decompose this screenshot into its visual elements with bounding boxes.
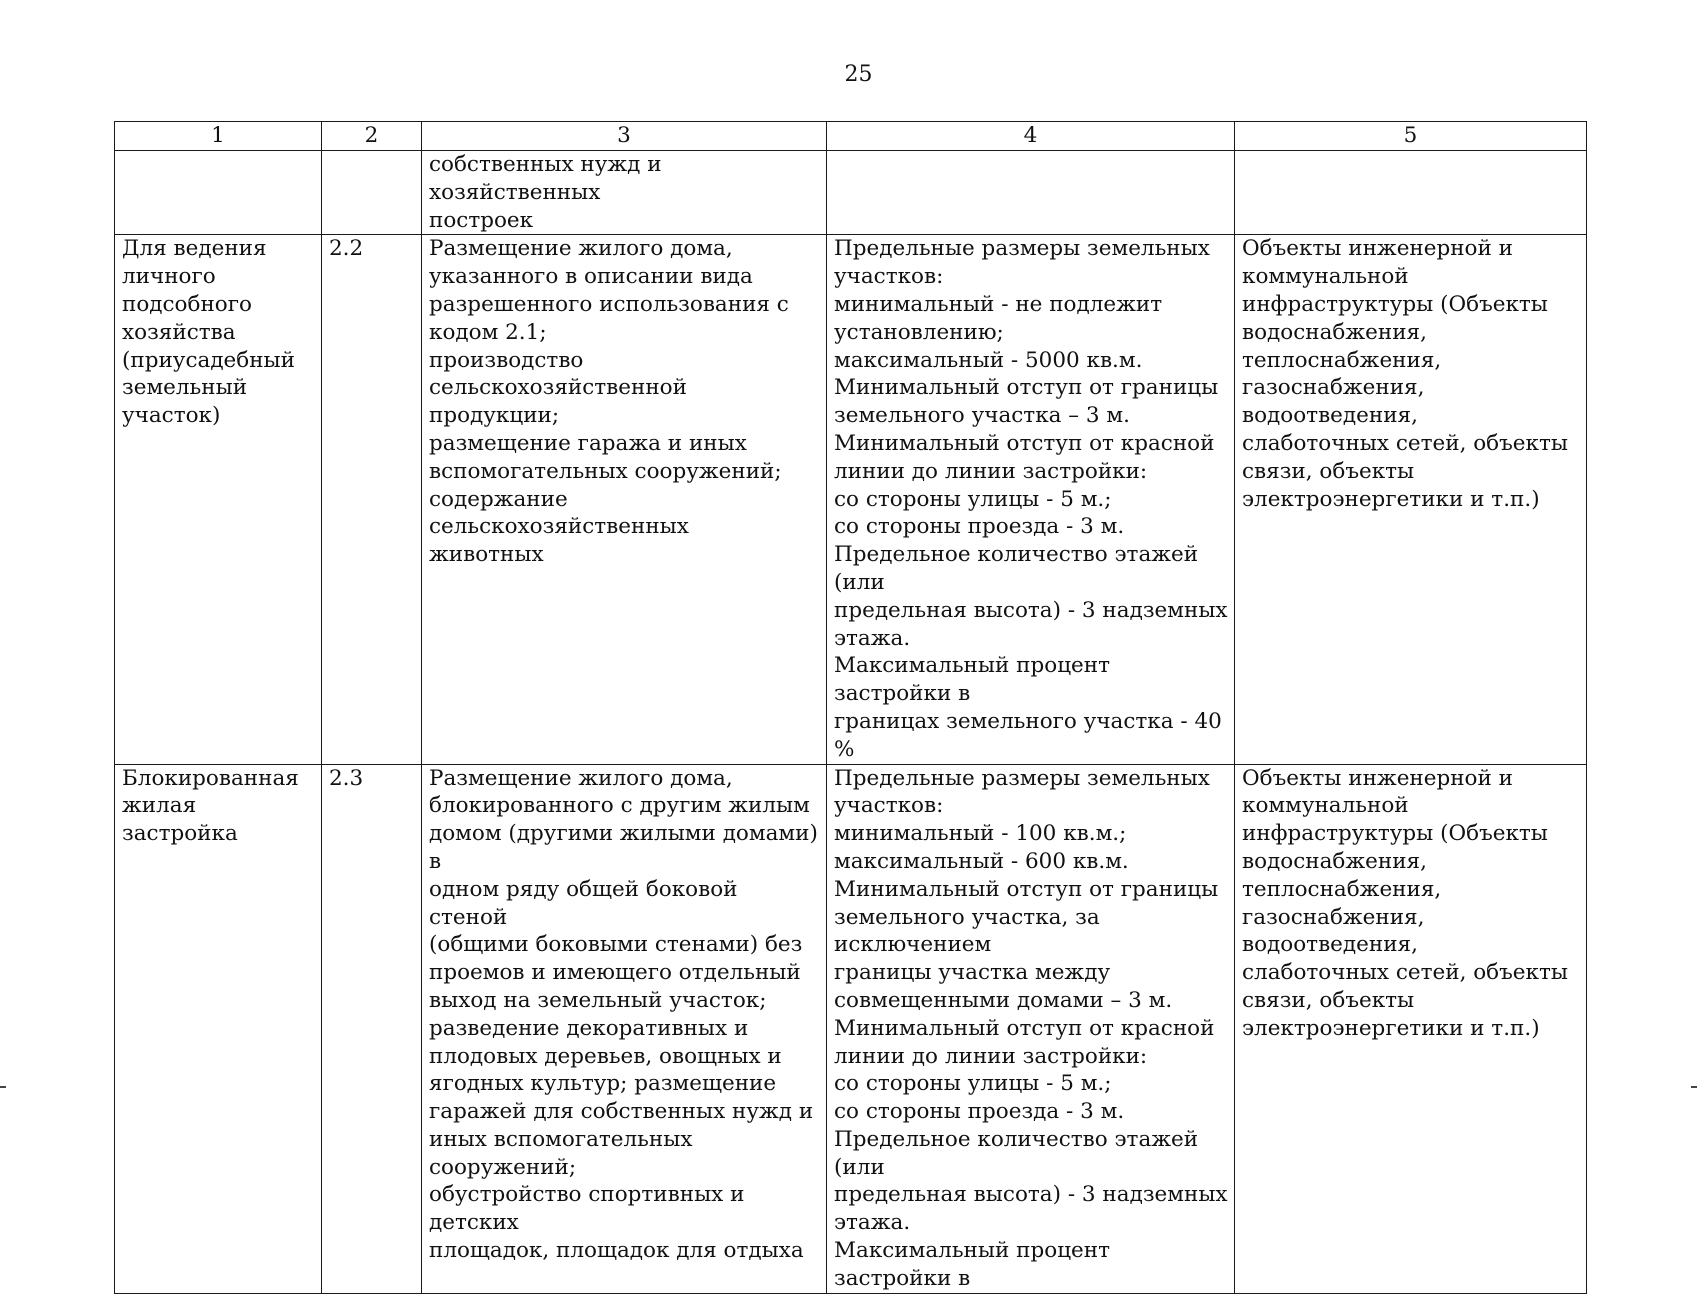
column-number-2: 2 (322, 122, 422, 151)
land-use-table (114, 121, 1587, 1294)
column-number-4: 4 (827, 122, 1235, 151)
cell-parameters (827, 151, 1235, 235)
cell-auxiliary: Объекты инженерной и коммунальной инфраструктуры (Объекты водоснабжения, теплоснабжения, газоснабжения, водоотведения, слаботочных сетей, объекты связи, объекты электроэнергетики и т.п.) (1235, 764, 1587, 1293)
cell-code: 2.3 (322, 764, 422, 1293)
column-number-1: 1 (115, 122, 322, 151)
table-row-continuation (115, 151, 1587, 235)
cell-description: Размещение жилого дома, указанного в описании вида разрешенного использования с кодом 2.1; производство сельскохозяйственной продукции; размещение гаража и иных вспомогательных сооружений; содержание сельскохозяйственных животных (422, 235, 827, 764)
cell-parameters: Предельные размеры земельных участков: минимальный - 100 кв.м.; максимальный - 600 кв.м. Минимальный отступ от границы земельного участка, за исключением границы участка между совмещенными домами – 3 м. Минимальный отступ от красной линии до линии застройки: со стороны улицы - 5 м.; со стороны проезда - 3 м. Предельное количество этажей (или предельная высота) - 3 надземных этажа. Максимальный процент застройки в (827, 764, 1235, 1293)
column-number-3: 3 (422, 122, 827, 151)
cell-auxiliary (1235, 151, 1587, 235)
scan-edge-mark-right (1691, 1086, 1697, 1088)
cell-code: 2.2 (322, 235, 422, 764)
cell-name: Для ведения личного подсобного хозяйства (приусадебный земельный участок) (115, 235, 322, 764)
cell-description: собственных нужд и хозяйственных построек (422, 151, 827, 235)
column-number-5: 5 (1235, 122, 1587, 151)
table-header-row (115, 122, 1587, 151)
cell-parameters: Предельные размеры земельных участков: минимальный - не подлежит установлению; максимальный - 5000 кв.м. Минимальный отступ от границы земельного участка – 3 м. Минимальный отступ от красной линии до линии застройки: со стороны улицы - 5 м.; со стороны проезда - 3 м. Предельное количество этажей (или предельная высота) - 3 надземных этажа. Максимальный процент застройки в границах земельного участка - 40 % (827, 235, 1235, 764)
cell-name (115, 151, 322, 235)
scan-edge-mark-left (0, 1086, 6, 1088)
table-row (115, 235, 1587, 764)
cell-name: Блокированная жилая застройка (115, 764, 322, 1293)
table-row (115, 764, 1587, 1293)
cell-code (322, 151, 422, 235)
cell-description: Размещение жилого дома, блокированного с другим жилым домом (другими жилыми домами) в одном ряду общей боковой стеной (общими боковыми стенами) без проемов и имеющего отдельный выход на земельный участок; разведение декоративных и плодовых деревьев, овощных и ягодных культур; размещение гаражей для собственных нужд и иных вспомогательных сооружений; обустройство спортивных и детских площадок, площадок для отдыха (422, 764, 827, 1293)
cell-auxiliary: Объекты инженерной и коммунальной инфраструктуры (Объекты водоснабжения, теплоснабжения, газоснабжения, водоотведения, слаботочных сетей, объекты связи, объекты электроэнергетики и т.п.) (1235, 235, 1587, 764)
page-number: 25 (844, 62, 873, 87)
